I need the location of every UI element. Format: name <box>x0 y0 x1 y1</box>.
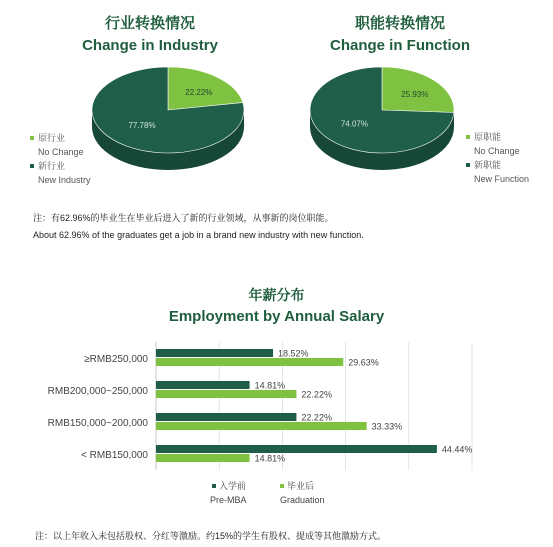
bar-value-label: 18.52% <box>278 348 309 359</box>
bar-pre-mba <box>156 445 437 453</box>
pie-value-label: 22.22% <box>185 87 213 97</box>
industry-title-en: Change in Industry <box>82 37 218 54</box>
legend-label-cn: 新职能 <box>474 160 502 170</box>
bar-value-label: 14.81% <box>254 380 286 391</box>
function-title-en: Change in Function <box>330 37 470 54</box>
legend-label-cn: 入学前 <box>219 482 247 492</box>
bar-graduation <box>156 390 296 398</box>
pie-value-label: 74.07% <box>340 119 369 129</box>
industry-title-cn: 行业转换情况 <box>104 14 195 32</box>
category-label: ≥RMB250,000 <box>84 354 148 365</box>
bar-value-label: 14.81% <box>254 453 286 464</box>
bar-value-label: 22.22% <box>301 389 332 400</box>
legend-swatch <box>30 136 34 140</box>
bar-graduation <box>156 358 343 366</box>
bar-value-label: 44.44% <box>441 444 473 455</box>
legend-label-cn: 新行业 <box>38 161 66 171</box>
category-label: RMB150,000~200,000 <box>47 418 148 429</box>
function-legend <box>466 130 529 186</box>
bar-value-label: 33.33% <box>371 421 403 432</box>
bar-value-label: 29.63% <box>348 357 379 368</box>
legend-label-en: No Change <box>474 146 520 156</box>
function-title-cn: 职能转换情况 <box>354 14 445 32</box>
bar-pre-mba <box>156 381 250 389</box>
function-pie-panel <box>270 0 530 205</box>
legend-label-cn: 原行业 <box>38 133 66 143</box>
legend-swatch <box>466 163 470 167</box>
bar-value-label: 22.22% <box>301 412 332 423</box>
pie-value-label: 77.78% <box>128 120 156 130</box>
bar-graduation <box>156 454 250 462</box>
note-industry-en: About 62.96% of the graduates get a job in a brand new industry with new function. <box>33 230 364 240</box>
pie-value-label: 25.93% <box>401 89 429 99</box>
legend-item-no-change <box>466 130 529 144</box>
category-label: < RMB150,000 <box>81 450 148 461</box>
legend-label-en: New Industry <box>38 175 91 185</box>
note-industry-cn: 注：有62.96%的毕业生在毕业后进入了新的行业领域，从事新的岗位职能。 <box>33 213 334 223</box>
legend-label-en: Pre-MBA <box>210 495 247 505</box>
legend-label-cn: 毕业后 <box>287 482 315 492</box>
legend-label-en: Graduation <box>280 495 325 505</box>
bar-pre-mba <box>156 349 273 357</box>
legend-swatch <box>212 484 216 488</box>
industry-pie-panel <box>20 0 280 205</box>
salary-bar-chart <box>0 330 553 520</box>
bar-pre-mba <box>156 413 296 421</box>
category-label: RMB200,000~250,000 <box>47 386 148 397</box>
legend-swatch <box>280 484 284 488</box>
salary-title-cn: 年薪分布 <box>248 288 305 304</box>
legend-item-new <box>30 159 91 173</box>
legend-swatch <box>466 135 470 139</box>
legend-swatch <box>30 164 34 168</box>
legend-label-en: New Function <box>474 174 530 184</box>
bar-graduation <box>156 422 367 430</box>
legend-item-new <box>466 158 529 172</box>
legend-item-no-change <box>30 131 91 145</box>
legend-label-cn: 原职能 <box>474 132 502 142</box>
legend-label-en: No Change <box>38 147 84 157</box>
industry-legend <box>30 131 91 187</box>
function-pie-chart <box>298 55 468 185</box>
salary-title-en: Employment by Annual Salary <box>168 308 385 325</box>
note-salary: 注：以上年收入未包括股权、分红等激励。约15%的学生有股权、提成等其他激励方式。 <box>35 531 387 541</box>
